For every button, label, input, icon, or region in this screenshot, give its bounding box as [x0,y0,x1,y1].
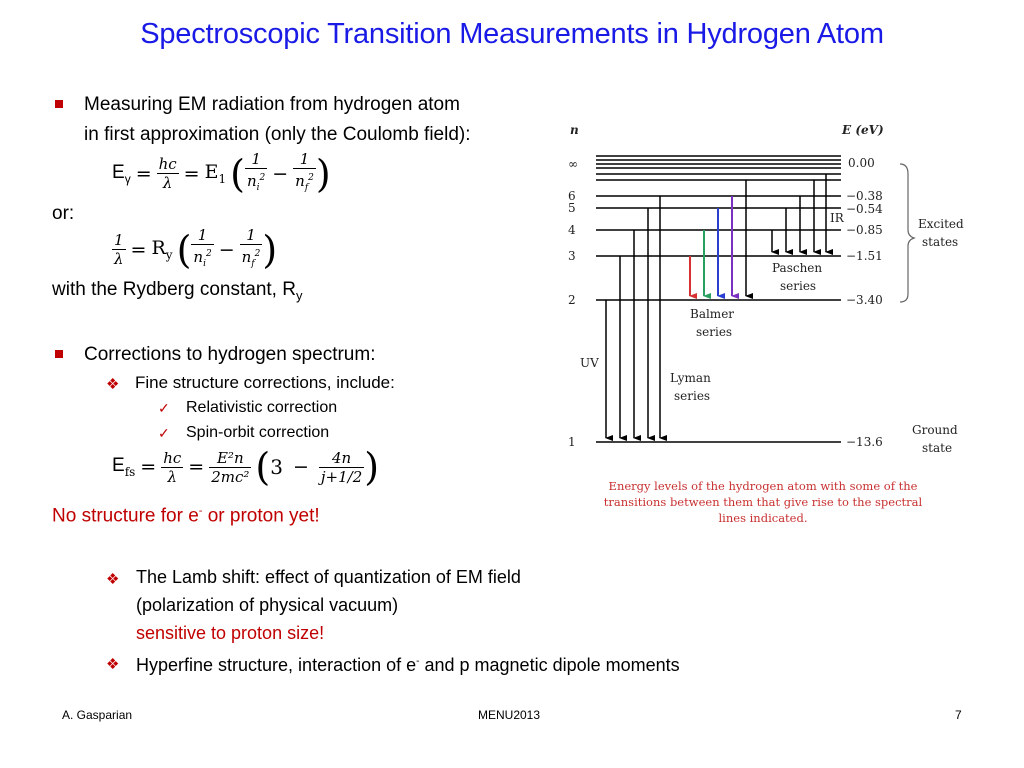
level-n-label: 4 [568,223,576,237]
text-relativistic: Relativistic correction [186,399,338,416]
level-n-label: 3 [568,249,576,263]
footer-conference: MENU2013 [478,708,541,722]
balmer-label: Balmer [690,307,735,321]
equation-e-fs [112,445,380,489]
eq2-paren-right: ) [262,227,278,272]
eq2-paren-left: ( [176,227,192,272]
checkmark-icon: ✓ [158,400,170,416]
ir-label: IR [830,211,844,225]
text-corrections: Corrections to hydrogen spectrum: [84,344,376,365]
eq3-paren-right: ) [364,445,380,489]
level-n-label: 5 [568,201,576,215]
text-or: or: [52,203,75,224]
eq1-minus: − [272,162,289,185]
ground-label: state [922,441,953,455]
paschen-series-arrows [772,174,826,252]
eq3-frac-hc: $\frac{hc}{\lambda}$ [163,448,182,486]
eq1-paren-right: ) [315,151,331,196]
text-lamb-shift: The Lamb shift: effect of quantization of EM field [136,567,521,587]
eq3-paren-left: ( [255,445,271,489]
equation-e-gamma [112,150,331,197]
level-energy-label: −1.51 [846,249,883,263]
level-energy-label: −0.38 [846,189,883,203]
eq1-lhs: $E_\gamma$ [112,161,131,186]
eq1-equals: = [135,162,152,185]
energy-axis-label: E (eV) [842,123,884,137]
eq3-equals: = [140,456,157,478]
level-n-label: 1 [568,435,576,449]
lyman-series-arrows [606,196,660,438]
text-fine-structure: Fine structure corrections, include: [135,373,395,392]
excited-label: states [922,235,959,249]
text-hyperfine: Hyperfine structure, interaction of e- and p magnetic dipole moments [136,655,680,675]
level-energy-label: 0.00 [848,156,875,170]
eq3-frac-e2n: $\frac{\text{E²n}}{\text{2mc²}}$ [211,448,250,486]
lyman-label: Lyman [670,371,711,385]
uv-label: UV [580,356,599,370]
eq2-frac-nf: $\frac{1}{n_f^2}$ [241,226,261,269]
caption-line: Energy levels of the hydrogen atom with some of the [608,479,918,493]
excited-brace-icon [900,164,914,302]
paschen-label: Paschen [772,261,823,275]
eq1-frac-hc: $\frac{\text{ℎc}}{\lambda}$ [158,155,177,192]
ground-label: Ground [912,423,958,437]
level-energy-label: −3.40 [846,293,883,307]
ionization-limit-lines [596,156,841,180]
eq2-equals: = [130,238,147,261]
text-polarization: (polarization of physical vacuum) [136,595,399,615]
equation-rydberg [112,226,277,273]
text-spin-orbit: Spin-orbit correction [186,424,330,441]
diamond-bullet-icon: ❖ [106,571,120,588]
eq3-lhs: $E_{fs}$ [112,455,136,479]
eq2-frac-lambda: $\frac{1}{\lambda}$ [114,231,124,268]
caption-line: transitions between them that give rise to the spectral [603,495,923,509]
excited-label: Excited [918,217,964,231]
eq3-frac-4n: $\frac{4n}{j+1/2}$ [320,448,363,486]
eq1-e1: $E_1$ [204,161,227,186]
eq2-ry: $R_y$ [151,237,173,262]
eq2-minus: − [218,238,235,261]
text-no-structure: No structure for e- or proton yet! [52,505,320,527]
paschen-label: series [780,279,817,293]
eq1-frac-nf: $\frac{1}{n_f^2}$ [295,150,314,193]
level-n-label: ∞ [568,157,578,171]
footer-page-number: 7 [955,708,962,722]
bullet-square-icon [55,350,63,358]
eq2-frac-ni: $\frac{1}{n_i^2}$ [193,226,212,269]
level-energy-label: −0.85 [846,223,883,237]
lyman-label: series [674,389,711,403]
diamond-bullet-icon: ❖ [106,376,120,393]
bullet-square-icon [55,100,63,108]
level-n-label: 2 [568,293,576,307]
diagram-caption [578,478,948,526]
caption-line: lines indicated. [718,511,808,525]
eq1-frac-ni: $\frac{1}{n_i^2}$ [246,150,266,193]
level-energy-label: −0.54 [846,202,883,216]
footer-author: A. Gasparian [62,708,133,722]
slide-title: Spectroscopic Transition Measurements in Hydrogen Atom [140,18,884,50]
text-proton-size: sensitive to proton size! [136,623,325,643]
eq1-paren-left: ( [230,151,245,196]
text-first-approx: in first approximation (only the Coulomb field): [84,124,471,145]
eq3-three: 3 [270,455,283,479]
checkmark-icon: ✓ [158,425,170,441]
text-rydberg: with the Rydberg constant, $R_y$ [52,279,303,303]
diamond-bullet-icon: ❖ [106,656,120,673]
balmer-label: series [696,325,733,339]
level-energy-label: −13.6 [846,435,883,449]
eq3-minus: − [292,456,309,478]
eq3-equals-2: = [188,456,205,478]
text-measuring: Measuring EM radiation from hydrogen atom [84,94,460,115]
n-axis-label: n [570,123,579,137]
level-n-label: 6 [568,189,576,203]
eq1-equals-2: = [183,162,200,185]
